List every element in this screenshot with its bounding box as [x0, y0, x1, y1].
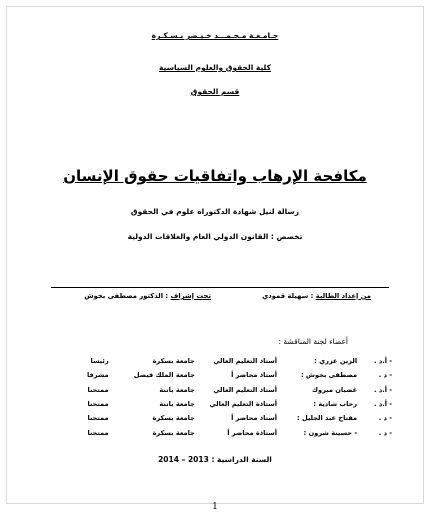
member-institution: جامعة بسكرة [152, 357, 195, 366]
student-info [262, 292, 371, 300]
page-number: 1 [212, 502, 218, 512]
member-rank: - أ.د . [374, 400, 392, 409]
member-name: مفتاح عبد الجليل : [297, 414, 358, 423]
member-position: أستاذة التعليم العالي [209, 400, 278, 409]
member-position: أستاذ محاضر أ [231, 414, 278, 423]
member-role: ممتحنا [87, 414, 109, 423]
member-position: أستاذ التعليم العالي [213, 357, 278, 366]
table-row [47, 383, 392, 397]
member-institution: جامعة باتنة [159, 385, 195, 394]
department-name: قسم الحقوق [190, 87, 240, 96]
page [6, 6, 424, 512]
thesis-title: مكافحة الإرهاب واتفاقيات حقوق الإنسان [63, 167, 367, 185]
table-row [47, 397, 392, 411]
degree-line: رسالة لنيل شهادة الدكتوراه علوم في الحقوق [130, 207, 300, 216]
member-position: أستاذ التعليم العالي [213, 385, 278, 394]
specialty-line: تخصص : القانون الدولي العام والعلاقات الدولية [127, 232, 303, 241]
member-institution: جامعة الملك فيصل [133, 371, 195, 380]
member-role: رئيسا [90, 357, 109, 366]
table-row [47, 354, 392, 368]
student-label: من إعداد الطالبة [315, 292, 371, 300]
member-name: - حسينة شرون : [303, 428, 358, 437]
member-institution: جامعة باتنة [159, 400, 195, 409]
member-role: ممتحنا [87, 400, 109, 409]
divider [51, 287, 389, 288]
member-role: ممتحنا [87, 385, 109, 394]
table-row [47, 368, 392, 382]
academic-year: السنة الدراسية : 2013 – 2014 [158, 455, 272, 464]
supervisor-label: تحت إشراف [170, 292, 211, 300]
supervisor-info [84, 292, 211, 300]
member-role: ممتحنا [87, 428, 109, 437]
student-name: : سهيلة قمودي [262, 292, 314, 300]
committee-title: أعضاء لجنة المناقشة : [278, 337, 348, 346]
member-rank: - د . [378, 414, 392, 423]
member-rank: - أ.د . [374, 385, 392, 394]
member-rank: - أ.د . [374, 357, 392, 366]
table-row [47, 425, 392, 439]
member-name: رحاب شادية : [313, 400, 358, 409]
member-name: مصطفى بخوش : [300, 371, 358, 380]
university-name: جـامـعـة مـحـمـــد خـيـضر بـسـكـرة [151, 31, 279, 40]
member-institution: جامعة بسكرة [152, 428, 195, 437]
member-rank: - د . [378, 428, 392, 437]
member-name: غضبان مبروك [311, 385, 358, 394]
member-institution: جامعة بسكرة [152, 414, 195, 423]
committee-table [47, 354, 392, 440]
member-position: أستاذ محاضر أ [231, 371, 278, 380]
faculty-name: كلية الحقوق والعلوم السياسية [159, 63, 271, 72]
table-row [47, 411, 392, 425]
supervisor-name: : الدكتور مصطفى بخوش [84, 292, 169, 300]
member-role: مشرفا [86, 371, 109, 380]
member-name: الزين عزري : [314, 357, 358, 366]
member-rank: - د . [378, 371, 392, 380]
member-position: أستاذة محاضر أ [227, 428, 278, 437]
